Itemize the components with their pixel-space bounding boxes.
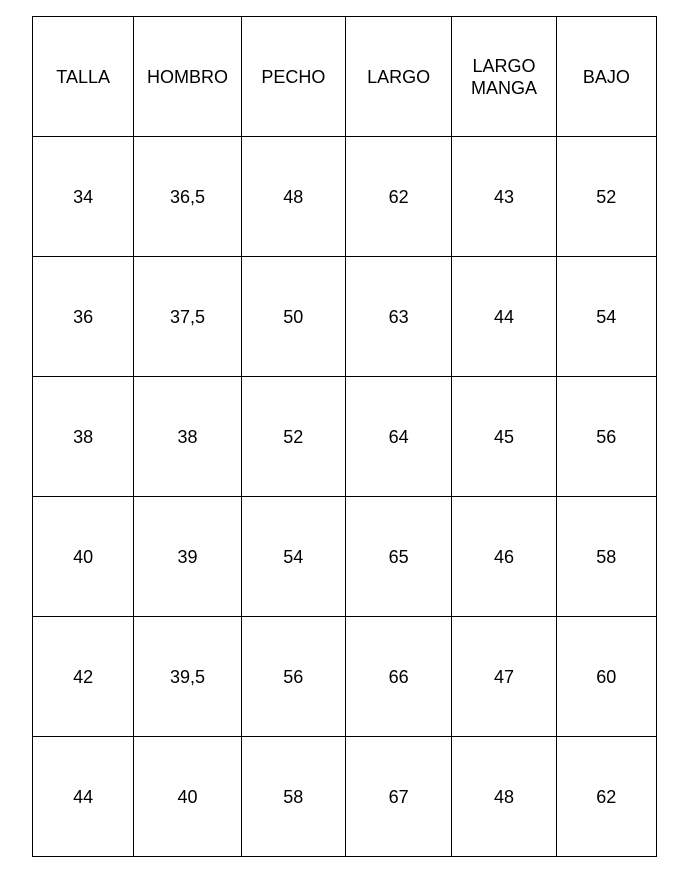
table-cell: 58 (556, 497, 656, 617)
table-cell: 38 (134, 377, 241, 497)
table-cell: 62 (556, 737, 656, 857)
table-cell: 66 (345, 617, 451, 737)
header-row (33, 17, 657, 137)
header-pecho: PECHO (241, 17, 345, 137)
table-cell: 42 (33, 617, 134, 737)
table-cell: 40 (33, 497, 134, 617)
table-cell: 58 (241, 737, 345, 857)
table-cell: 46 (452, 497, 556, 617)
table-cell: 54 (556, 257, 656, 377)
table-cell: 48 (452, 737, 556, 857)
table-cell: 56 (241, 617, 345, 737)
table-cell: 47 (452, 617, 556, 737)
table-row (33, 737, 657, 857)
table-cell: 34 (33, 137, 134, 257)
table-cell: 52 (241, 377, 345, 497)
table-cell: 50 (241, 257, 345, 377)
table-cell: 44 (452, 257, 556, 377)
table-cell: 65 (345, 497, 451, 617)
table-cell: 52 (556, 137, 656, 257)
table-cell: 43 (452, 137, 556, 257)
table-cell: 39 (134, 497, 241, 617)
table-cell: 64 (345, 377, 451, 497)
table-cell: 36 (33, 257, 134, 377)
table-cell: 67 (345, 737, 451, 857)
table-cell: 48 (241, 137, 345, 257)
table-cell: 45 (452, 377, 556, 497)
table-cell: 38 (33, 377, 134, 497)
table-row (33, 617, 657, 737)
table-cell: 37,5 (134, 257, 241, 377)
table-cell: 54 (241, 497, 345, 617)
table-row (33, 137, 657, 257)
header-bajo: BAJO (556, 17, 656, 137)
table-row (33, 377, 657, 497)
table-cell: 56 (556, 377, 656, 497)
table-cell: 62 (345, 137, 451, 257)
header-talla: TALLA (33, 17, 134, 137)
table-cell: 39,5 (134, 617, 241, 737)
header-largo: LARGO (345, 17, 451, 137)
table-row (33, 497, 657, 617)
table-cell: 40 (134, 737, 241, 857)
header-largo-manga: LARGO MANGA (452, 17, 556, 137)
table-cell: 60 (556, 617, 656, 737)
table-row (33, 257, 657, 377)
size-chart-table (32, 16, 657, 857)
header-hombro: HOMBRO (134, 17, 241, 137)
table-cell: 36,5 (134, 137, 241, 257)
table-cell: 44 (33, 737, 134, 857)
table-cell: 63 (345, 257, 451, 377)
